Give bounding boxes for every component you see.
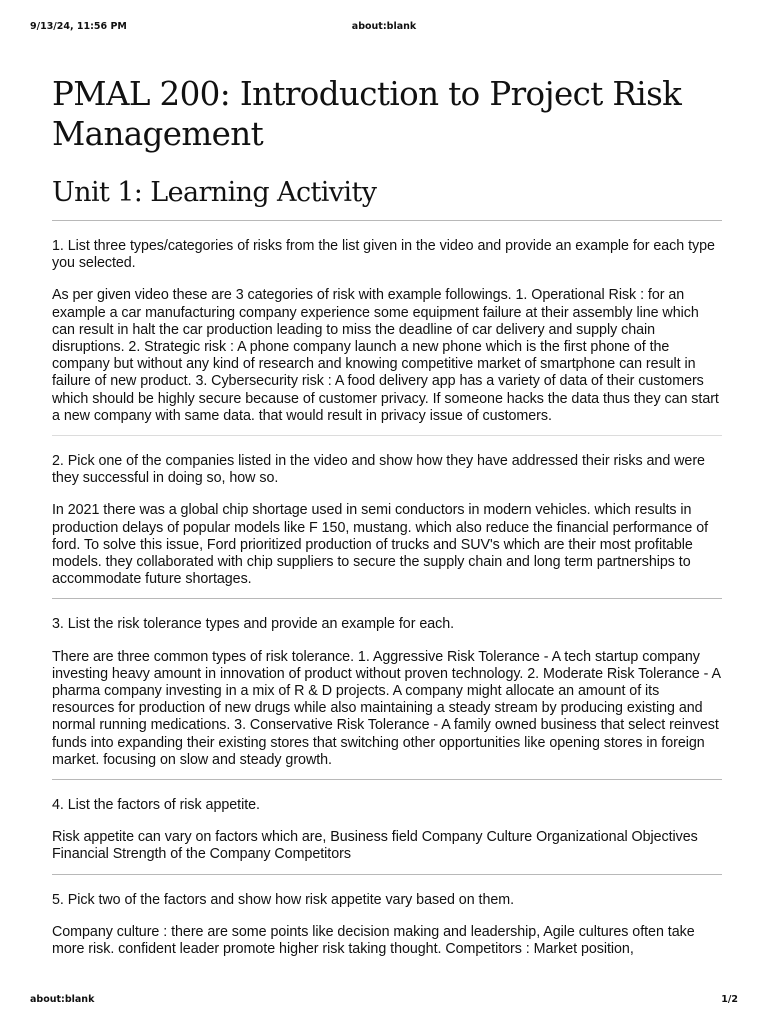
print-header: [30, 21, 738, 35]
print-footer: [30, 994, 738, 1008]
answer-text: As per given video these are 3 categories of risk with example followings. 1. Operational Risk : for an example a car manufacturing company experience some equipment failure at their assembly line which can result in halt the car production leading to miss the deadline of car delivery and supply chain disruptions. 2. Strategic risk : A phone company launch a new phone which is the first phone of the company but without any kind of research and knowing competitive market of smartphone can result in failure of new product. 3. Cybersecurity risk : A food delivery app has a variety of data of their customers which should be highly secure because of customer privacy. If someone hacks the data thus they can start a new company with same data. that would result in privacy issue of customers.: [52, 287, 719, 424]
print-footer-url: about:blank: [30, 994, 95, 1005]
divider: [52, 874, 722, 875]
document-content: [52, 74, 722, 958]
question-block-5: [52, 892, 722, 959]
page-number: 1/2: [721, 994, 738, 1005]
question-text: 3. List the risk tolerance types and provide an example for each.: [52, 616, 455, 633]
question-text: 2. Pick one of the companies listed in the video and show how they have addressed their risks and were they successful in doing so, how so.: [52, 453, 705, 487]
question-block-1: [52, 238, 722, 425]
print-datetime: 9/13/24, 11:56 PM: [30, 21, 127, 32]
answer-text: In 2021 there was a global chip shortage used in semi conductors in modern vehicles. which results in production delays of popular models like F 150, mustang. which also reduce the financial performance of ford. To solve this issue, Ford prioritized production of trucks and SUV's which are their most profitable models. they collaborated with chip suppliers to secure the supply chain and long term partnerships to accommodate future shortages.: [52, 502, 709, 588]
unit-title: Unit 1: Learning Activity: [52, 177, 377, 208]
question-text: 1. List three types/categories of risks from the list given in the video and provide an example for each type you selected.: [52, 238, 715, 272]
divider: [52, 435, 722, 436]
page-title: PMAL 200: Introduction to Project Risk Management: [52, 75, 682, 153]
divider: [52, 220, 722, 221]
answer-text: Company culture : there are some points like decision making and leadership, Agile cultures often take more risk. confident leader promote higher risk taking thought. Competitors : Market position,: [52, 923, 695, 958]
question-text: 5. Pick two of the factors and show how risk appetite vary based on them.: [52, 891, 515, 908]
divider: [52, 779, 722, 780]
answer-text: Risk appetite can vary on factors which are, Business field Company Culture Organizational Objectives Financial Strength of the Company Competitors: [52, 829, 698, 863]
divider: [52, 598, 722, 599]
question-block-3: [52, 616, 722, 769]
question-block-4: [52, 797, 722, 864]
answer-text: There are three common types of risk tolerance. 1. Aggressive Risk Tolerance - A tech startup company investing heavy amount in innovation of product without proven technology. 2. Moderate Risk Tolerance - A pharma company investing in a mix of R & D projects. A company might allocate an amount of its resources for production of new drugs while also maintaining a steady stream by producing existing and normal running medications. 3. Conservative Risk Tolerance - A family owned business that select reinvest funds into expanding their existing stores that switching other opportunities like opening stores in foreign market. focusing on slow and steady growth.: [52, 648, 721, 768]
question-text: 4. List the factors of risk appetite.: [52, 797, 260, 814]
print-header-url: about:blank: [351, 21, 417, 32]
question-block-2: [52, 453, 722, 588]
